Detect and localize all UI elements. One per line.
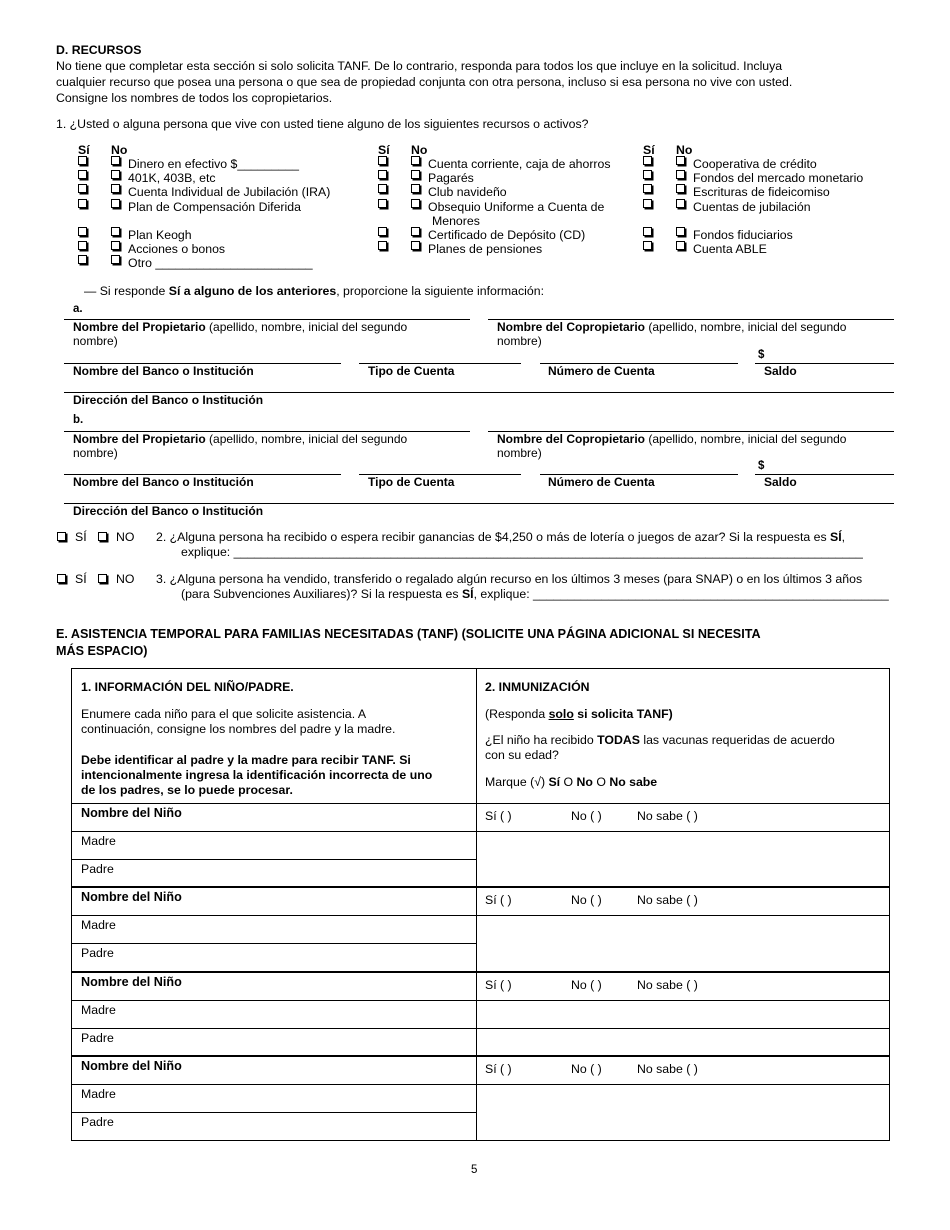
owner-label: Nombre del Propietario (apellido, nombre, inicial del segundo nombre)	[73, 432, 408, 461]
yes-checkbox[interactable]	[78, 255, 87, 264]
no-checkbox[interactable]	[676, 199, 685, 208]
question-3-explain[interactable]: (para Subvenciones Auxiliares)? Si la respuesta es SÍ, explique: ____________________________________________________	[181, 587, 889, 601]
box1-text-2: continuación, consigne los nombres del padre y la madre.	[81, 722, 396, 736]
tanf-table	[71, 668, 890, 1141]
no-checkbox[interactable]	[411, 241, 420, 250]
father-label: Padre	[81, 862, 114, 876]
immunization-unknown[interactable]: No sabe ( )	[637, 809, 698, 823]
no-checkbox[interactable]	[676, 227, 685, 236]
no-checkbox[interactable]	[411, 227, 420, 236]
yes-checkbox[interactable]	[78, 170, 87, 179]
yes-checkbox[interactable]	[78, 184, 87, 193]
child-name-label: Nombre del Niño	[81, 975, 182, 989]
father-label: Padre	[81, 1115, 114, 1129]
immunization-no[interactable]: No ( )	[571, 893, 602, 907]
no-header: No	[676, 143, 693, 157]
question-3-options: SÍ NO	[57, 572, 135, 587]
father-label: Padre	[81, 946, 114, 960]
question-2-options: SÍ NO	[57, 530, 135, 545]
entry-a-label: a.	[73, 303, 83, 315]
yes-checkbox[interactable]	[57, 532, 66, 541]
yes-checkbox[interactable]	[78, 227, 87, 236]
immunization-no[interactable]: No ( )	[571, 1062, 602, 1076]
yes-header: Sí	[643, 143, 655, 157]
yes-checkbox[interactable]	[378, 199, 387, 208]
dollar-sign: $	[758, 349, 765, 361]
no-checkbox[interactable]	[676, 170, 685, 179]
box2-subtitle: (Responda solo si solicita TANF)	[485, 707, 673, 721]
box2-question-1: ¿El niño ha recibido TODAS las vacunas requeridas de acuerdo	[485, 733, 835, 747]
yes-checkbox[interactable]	[643, 199, 652, 208]
no-header: No	[411, 143, 428, 157]
no-checkbox[interactable]	[411, 184, 420, 193]
account-type-label: Tipo de Cuenta	[368, 475, 455, 489]
mother-label: Madre	[81, 1087, 116, 1101]
account-number-label: Número de Cuenta	[548, 364, 655, 378]
yes-checkbox[interactable]	[78, 199, 87, 208]
box2-title: 2. INMUNIZACIÓN	[485, 680, 590, 694]
box2-mark-instruction: Marque (√) Sí O No O No sabe	[485, 775, 658, 789]
no-checkbox[interactable]	[676, 184, 685, 193]
no-checkbox[interactable]	[98, 574, 107, 583]
box2-question-2: con su edad?	[485, 748, 559, 762]
no-checkbox[interactable]	[111, 241, 120, 250]
question-3: 3. ¿Alguna persona ha vendido, transferido o regalado algún recurso en los últimos 3 meses (para SNAP) o en los últimos 3 años	[156, 572, 863, 586]
balance-label: Saldo	[764, 364, 797, 378]
bank-name-label: Nombre del Banco o Institución	[73, 475, 254, 489]
yes-header: Sí	[378, 143, 390, 157]
immunization-yes[interactable]: Sí ( )	[485, 893, 512, 907]
yes-checkbox[interactable]	[57, 574, 66, 583]
yes-checkbox[interactable]	[378, 156, 387, 165]
box1-title: 1. INFORMACIÓN DEL NIÑO/PADRE.	[81, 680, 294, 694]
balance-label: Saldo	[764, 475, 797, 489]
question-2-explain[interactable]: explique: ____________________________________________________________________________________________	[181, 545, 863, 559]
section-d-heading: D. RECURSOS	[56, 43, 142, 57]
no-checkbox[interactable]	[111, 255, 120, 264]
yes-checkbox[interactable]	[643, 227, 652, 236]
page-number: 5	[471, 1164, 478, 1176]
child-name-label: Nombre del Niño	[81, 806, 182, 820]
father-label: Padre	[81, 1031, 114, 1045]
immunization-yes[interactable]: Sí ( )	[485, 978, 512, 992]
immunization-no[interactable]: No ( )	[571, 809, 602, 823]
child-name-label: Nombre del Niño	[81, 1059, 182, 1073]
account-type-label: Tipo de Cuenta	[368, 364, 455, 378]
immunization-yes[interactable]: Sí ( )	[485, 1062, 512, 1076]
yes-checkbox[interactable]	[78, 156, 87, 165]
immunization-yes[interactable]: Sí ( )	[485, 809, 512, 823]
owner-label: Nombre del Propietario (apellido, nombre, inicial del segundo nombre)	[73, 320, 408, 349]
section-d-intro-3: Consigne los nombres de todos los copropietarios.	[56, 91, 333, 105]
box1-warning-2: intencionalmente ingresa la identificación incorrecta de uno	[81, 768, 433, 782]
yes-checkbox[interactable]	[643, 184, 652, 193]
yes-checkbox[interactable]	[378, 170, 387, 179]
immunization-unknown[interactable]: No sabe ( )	[637, 1062, 698, 1076]
section-e-heading-1: E. ASISTENCIA TEMPORAL PARA FAMILIAS NECESITADAS (TANF) (SOLICITE UNA PÁGINA ADICIONAL SI NECESITA	[56, 627, 761, 641]
no-checkbox[interactable]	[411, 199, 420, 208]
yes-checkbox[interactable]	[643, 241, 652, 250]
box1-warning-3: de los padres, se lo puede procesar.	[81, 783, 293, 797]
yes-checkbox[interactable]	[78, 241, 87, 250]
account-number-label: Número de Cuenta	[548, 475, 655, 489]
bank-address-label: Dirección del Banco o Institución	[73, 393, 264, 407]
immunization-unknown[interactable]: No sabe ( )	[637, 893, 698, 907]
yes-checkbox[interactable]	[378, 184, 387, 193]
no-checkbox[interactable]	[111, 227, 120, 236]
yes-header: Sí	[78, 143, 90, 157]
box1-text-1: Enumere cada niño para el que solicite asistencia. A	[81, 707, 367, 721]
resource-item-continuation: Menores	[432, 213, 480, 228]
yes-checkbox[interactable]	[643, 170, 652, 179]
no-checkbox[interactable]	[111, 199, 120, 208]
mother-label: Madre	[81, 1003, 116, 1017]
yes-checkbox[interactable]	[378, 227, 387, 236]
no-checkbox[interactable]	[411, 170, 420, 179]
immunization-no[interactable]: No ( )	[571, 978, 602, 992]
bank-address-label: Dirección del Banco o Institución	[73, 504, 264, 518]
no-checkbox[interactable]	[111, 170, 120, 179]
box1-warning-1: Debe identificar al padre y la madre para recibir TANF. Si	[81, 753, 411, 767]
section-d-intro-1: No tiene que completar esta sección si solo solicita TANF. De lo contrario, responda para todos los que incluye en la solicitud. Incluya	[56, 59, 783, 73]
mother-label: Madre	[81, 834, 116, 848]
section-e-heading-2: MÁS ESPACIO)	[56, 644, 148, 658]
question-2: 2. ¿Alguna persona ha recibido o espera recibir ganancias de $4,250 o más de lotería o juegos de azar? Si la respuesta es SÍ,	[156, 530, 846, 544]
no-checkbox[interactable]	[98, 532, 107, 541]
no-checkbox[interactable]	[111, 156, 120, 165]
question-1: 1. ¿Usted o alguna persona que vive con usted tiene alguno de los siguientes recursos o activos?	[56, 117, 589, 131]
coowner-label: Nombre del Copropietario (apellido, nombre, inicial del segundo nombre)	[497, 432, 847, 461]
yes-checkbox[interactable]	[643, 156, 652, 165]
no-checkbox[interactable]	[676, 156, 685, 165]
bank-name-label: Nombre del Banco o Institución	[73, 364, 254, 378]
no-checkbox[interactable]	[111, 184, 120, 193]
no-checkbox[interactable]	[676, 241, 685, 250]
entry-b-label: b.	[73, 414, 84, 426]
yes-checkbox[interactable]	[378, 241, 387, 250]
coowner-label: Nombre del Copropietario (apellido, nombre, inicial del segundo nombre)	[497, 320, 847, 349]
no-checkbox[interactable]	[411, 156, 420, 165]
section-d-intro-2: cualquier recurso que posea una persona o que sea de propiedad conjunta con otra persona, incluso si esa persona no vive con usted.	[56, 75, 793, 89]
no-header: No	[111, 143, 128, 157]
child-name-label: Nombre del Niño	[81, 890, 182, 904]
dollar-sign: $	[758, 460, 765, 472]
if-yes-instruction: — Si responde Sí a alguno de los anteriores, proporcione la siguiente información:	[84, 284, 544, 298]
mother-label: Madre	[81, 918, 116, 932]
immunization-unknown[interactable]: No sabe ( )	[637, 978, 698, 992]
